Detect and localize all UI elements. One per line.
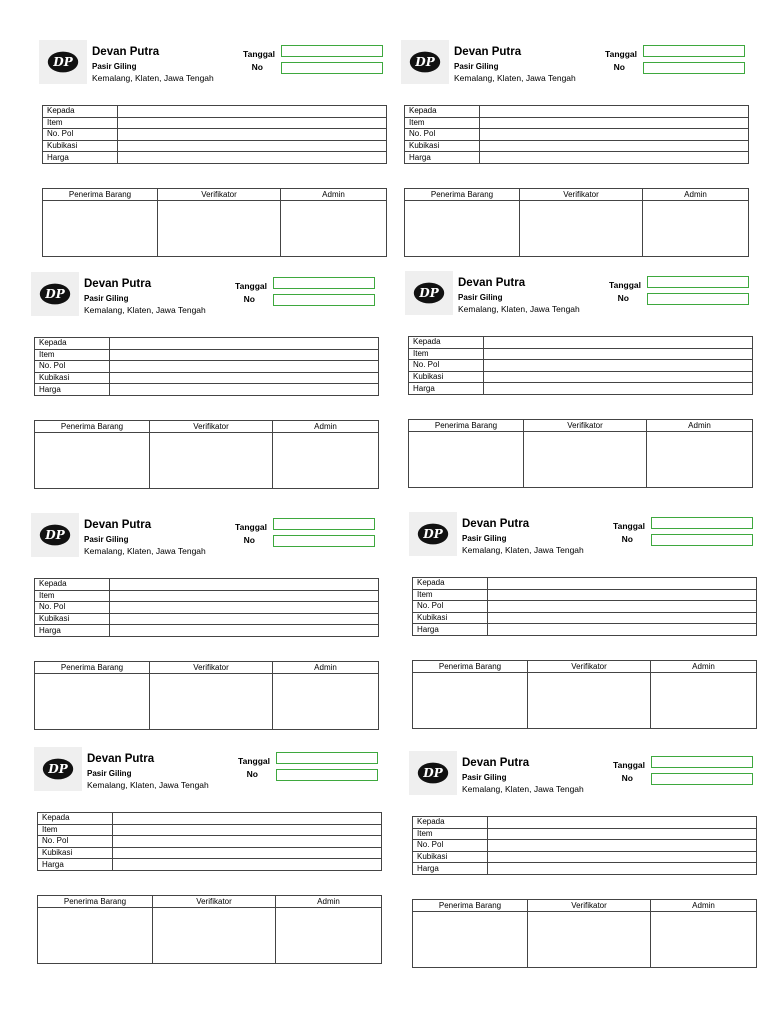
info-label: No. Pol: [38, 836, 113, 848]
number-field[interactable]: [281, 62, 383, 74]
info-value-field[interactable]: [113, 824, 382, 836]
info-label: Kubikasi: [409, 371, 484, 383]
info-value-field[interactable]: [480, 129, 749, 141]
company-name: Devan Putra: [84, 278, 152, 290]
company-logo: [31, 272, 79, 316]
number-label: No: [251, 62, 263, 72]
info-label: Item: [413, 589, 488, 601]
info-value-field[interactable]: [110, 590, 379, 602]
receiver-header: Penerima Barang: [35, 421, 150, 433]
info-label: Harga: [413, 863, 488, 875]
info-label: Item: [35, 349, 110, 361]
receiver-header: Penerima Barang: [35, 662, 150, 674]
receiver-signature-box[interactable]: [409, 432, 524, 488]
info-row: [405, 117, 749, 129]
info-value-field[interactable]: [110, 579, 379, 591]
info-label: No. Pol: [35, 361, 110, 373]
company-name: Devan Putra: [92, 46, 160, 58]
verifier-header: Verifikator: [528, 661, 651, 673]
date-field[interactable]: [273, 518, 375, 530]
info-table: [404, 105, 749, 164]
dp-logo-icon: [417, 521, 449, 547]
info-row: [35, 384, 379, 396]
info-row: [413, 817, 757, 829]
info-label: Harga: [43, 152, 118, 164]
signature-table: [412, 899, 757, 968]
info-table: [37, 812, 382, 871]
info-row: [35, 372, 379, 384]
info-value-field[interactable]: [118, 106, 387, 118]
verifier-header: Verifikator: [524, 420, 647, 432]
info-label: Item: [43, 117, 118, 129]
info-row: [413, 612, 757, 624]
admin-signature-box[interactable]: [643, 201, 749, 257]
signature-table: [408, 419, 753, 488]
info-value-field[interactable]: [110, 372, 379, 384]
info-row: [409, 371, 753, 383]
signature-table: [412, 660, 757, 729]
product-name: Pasir Giling: [92, 62, 137, 71]
info-value-field[interactable]: [480, 140, 749, 152]
company-address: Kemalang, Klaten, Jawa Tengah: [462, 784, 584, 794]
info-row: [409, 383, 753, 395]
date-label: Tanggal: [605, 49, 637, 59]
info-row: [35, 625, 379, 637]
verifier-signature-box[interactable]: [528, 912, 651, 968]
company-address: Kemalang, Klaten, Jawa Tengah: [458, 304, 580, 314]
info-label: Kubikasi: [35, 613, 110, 625]
date-label: Tanggal: [235, 281, 267, 291]
info-value-field[interactable]: [113, 836, 382, 848]
dp-logo-icon: [417, 760, 449, 786]
dp-logo-icon: [409, 49, 441, 75]
delivery-slip: [39, 40, 385, 260]
verifier-header: Verifikator: [520, 189, 643, 201]
info-row: [413, 624, 757, 636]
info-value-field[interactable]: [480, 106, 749, 118]
info-row: [35, 613, 379, 625]
info-row: [409, 348, 753, 360]
info-label: Kepada: [38, 813, 113, 825]
admin-signature-box[interactable]: [651, 912, 757, 968]
info-label: Kepada: [413, 817, 488, 829]
info-value-field[interactable]: [488, 828, 757, 840]
info-table: [412, 577, 757, 636]
info-label: Kepada: [35, 338, 110, 350]
info-row: [38, 847, 382, 859]
signature-table: [37, 895, 382, 964]
info-label: Kepada: [409, 337, 484, 349]
number-field[interactable]: [276, 769, 378, 781]
delivery-slip: [409, 751, 755, 971]
info-row: [413, 578, 757, 590]
product-name: Pasir Giling: [84, 294, 129, 303]
info-label: Kepada: [43, 106, 118, 118]
info-value-field[interactable]: [484, 348, 753, 360]
info-label: Kubikasi: [413, 612, 488, 624]
product-name: Pasir Giling: [84, 535, 129, 544]
product-name: Pasir Giling: [87, 769, 132, 778]
info-label: Harga: [35, 384, 110, 396]
number-label: No: [613, 62, 625, 72]
info-value-field[interactable]: [113, 847, 382, 859]
info-value-field[interactable]: [488, 578, 757, 590]
admin-signature-box[interactable]: [273, 674, 379, 730]
info-value-field[interactable]: [488, 612, 757, 624]
svg-text:DP: DP: [423, 766, 443, 780]
number-label: No: [621, 534, 633, 544]
info-table: [408, 336, 753, 395]
info-label: Harga: [413, 624, 488, 636]
dp-logo-icon: [47, 49, 79, 75]
info-value-field[interactable]: [118, 140, 387, 152]
verifier-header: Verifikator: [158, 189, 281, 201]
delivery-slip: [401, 40, 747, 260]
date-field[interactable]: [281, 45, 383, 57]
admin-header: Admin: [281, 189, 387, 201]
receiver-signature-box[interactable]: [35, 433, 150, 489]
receiver-signature-box[interactable]: [43, 201, 158, 257]
info-label: Item: [38, 824, 113, 836]
info-row: [409, 360, 753, 372]
receiver-signature-box[interactable]: [38, 908, 153, 964]
svg-text:DP: DP: [53, 55, 73, 69]
info-label: Kubikasi: [43, 140, 118, 152]
admin-header: Admin: [651, 900, 757, 912]
product-name: Pasir Giling: [454, 62, 499, 71]
number-field[interactable]: [643, 62, 745, 74]
delivery-slip: [409, 512, 755, 732]
company-address: Kemalang, Klaten, Jawa Tengah: [84, 546, 206, 556]
info-row: [43, 129, 387, 141]
info-label: No. Pol: [409, 360, 484, 372]
company-address: Kemalang, Klaten, Jawa Tengah: [454, 73, 576, 83]
receiver-header: Penerima Barang: [413, 661, 528, 673]
info-value-field[interactable]: [118, 152, 387, 164]
info-value-field[interactable]: [488, 817, 757, 829]
product-name: Pasir Giling: [458, 293, 503, 302]
info-value-field[interactable]: [480, 152, 749, 164]
info-table: [34, 337, 379, 396]
info-label: Harga: [405, 152, 480, 164]
info-row: [43, 117, 387, 129]
admin-signature-box[interactable]: [281, 201, 387, 257]
company-name: Devan Putra: [454, 46, 522, 58]
info-row: [38, 859, 382, 871]
admin-signature-box[interactable]: [647, 432, 753, 488]
company-logo: [31, 513, 79, 557]
product-name: Pasir Giling: [462, 773, 507, 782]
date-field[interactable]: [276, 752, 378, 764]
dp-logo-icon: [42, 756, 74, 782]
info-row: [38, 813, 382, 825]
info-value-field[interactable]: [110, 361, 379, 373]
info-label: Kubikasi: [405, 140, 480, 152]
info-row: [35, 602, 379, 614]
delivery-slip: [31, 272, 377, 492]
svg-text:DP: DP: [48, 762, 68, 776]
date-field[interactable]: [651, 517, 753, 529]
verifier-signature-box[interactable]: [520, 201, 643, 257]
number-label: No: [621, 773, 633, 783]
receiver-signature-box[interactable]: [413, 912, 528, 968]
info-row: [35, 590, 379, 602]
company-name: Devan Putra: [87, 753, 155, 765]
dp-logo-icon: [39, 281, 71, 307]
admin-signature-box[interactable]: [273, 433, 379, 489]
info-row: [413, 863, 757, 875]
info-value-field[interactable]: [113, 813, 382, 825]
info-row: [43, 152, 387, 164]
info-value-field[interactable]: [480, 117, 749, 129]
svg-text:DP: DP: [45, 528, 65, 542]
receiver-header: Penerima Barang: [413, 900, 528, 912]
info-table: [34, 578, 379, 637]
number-field[interactable]: [647, 293, 749, 305]
info-label: Kepada: [35, 579, 110, 591]
info-row: [413, 851, 757, 863]
signature-table: [42, 188, 387, 257]
info-label: No. Pol: [405, 129, 480, 141]
verifier-header: Verifikator: [150, 421, 273, 433]
info-row: [413, 601, 757, 613]
info-value-field[interactable]: [113, 859, 382, 871]
info-row: [413, 840, 757, 852]
info-value-field[interactable]: [110, 349, 379, 361]
info-label: Kepada: [405, 106, 480, 118]
admin-header: Admin: [647, 420, 753, 432]
info-label: No. Pol: [413, 840, 488, 852]
date-field[interactable]: [647, 276, 749, 288]
company-logo: [405, 271, 453, 315]
info-value-field[interactable]: [484, 337, 753, 349]
svg-text:DP: DP: [419, 286, 439, 300]
verifier-header: Verifikator: [528, 900, 651, 912]
info-label: Item: [405, 117, 480, 129]
receiver-header: Penerima Barang: [38, 896, 153, 908]
company-logo: [409, 751, 457, 795]
company-address: Kemalang, Klaten, Jawa Tengah: [87, 780, 209, 790]
admin-header: Admin: [273, 421, 379, 433]
info-table: [412, 816, 757, 875]
svg-text:DP: DP: [423, 527, 443, 541]
info-row: [405, 140, 749, 152]
info-value-field[interactable]: [488, 589, 757, 601]
company-name: Devan Putra: [84, 519, 152, 531]
info-value-field[interactable]: [110, 338, 379, 350]
info-value-field[interactable]: [118, 129, 387, 141]
dp-logo-icon: [39, 522, 71, 548]
date-field[interactable]: [651, 756, 753, 768]
dp-logo-icon: [413, 280, 445, 306]
info-value-field[interactable]: [484, 383, 753, 395]
verifier-signature-box[interactable]: [153, 908, 276, 964]
date-label: Tanggal: [609, 280, 641, 290]
admin-header: Admin: [276, 896, 382, 908]
verifier-header: Verifikator: [153, 896, 276, 908]
verifier-signature-box[interactable]: [158, 201, 281, 257]
admin-signature-box[interactable]: [276, 908, 382, 964]
info-label: No. Pol: [43, 129, 118, 141]
info-value-field[interactable]: [488, 851, 757, 863]
info-label: Item: [413, 828, 488, 840]
receiver-header: Penerima Barang: [43, 189, 158, 201]
info-row: [38, 824, 382, 836]
info-row: [405, 129, 749, 141]
company-logo: [34, 747, 82, 791]
svg-text:DP: DP: [415, 55, 435, 69]
info-value-field[interactable]: [484, 371, 753, 383]
company-name: Devan Putra: [462, 757, 530, 769]
date-field[interactable]: [643, 45, 745, 57]
info-label: Kubikasi: [35, 372, 110, 384]
date-field[interactable]: [273, 277, 375, 289]
info-label: No. Pol: [35, 602, 110, 614]
info-value-field[interactable]: [110, 602, 379, 614]
info-row: [35, 349, 379, 361]
number-label: No: [243, 294, 255, 304]
company-address: Kemalang, Klaten, Jawa Tengah: [84, 305, 206, 315]
info-value-field[interactable]: [488, 863, 757, 875]
info-label: Kubikasi: [413, 851, 488, 863]
info-row: [409, 337, 753, 349]
info-value-field[interactable]: [488, 840, 757, 852]
signature-table: [34, 420, 379, 489]
date-label: Tanggal: [243, 49, 275, 59]
date-label: Tanggal: [613, 521, 645, 531]
product-name: Pasir Giling: [462, 534, 507, 543]
number-field[interactable]: [273, 535, 375, 547]
verifier-signature-box[interactable]: [528, 673, 651, 729]
info-row: [38, 836, 382, 848]
receiver-header: Penerima Barang: [405, 189, 520, 201]
verifier-signature-box[interactable]: [524, 432, 647, 488]
info-row: [35, 579, 379, 591]
signature-table: [404, 188, 749, 257]
info-row: [413, 589, 757, 601]
info-value-field[interactable]: [110, 625, 379, 637]
info-label: Harga: [38, 859, 113, 871]
delivery-slip: [31, 513, 377, 733]
info-row: [413, 828, 757, 840]
info-table: [42, 105, 387, 164]
company-name: Devan Putra: [462, 518, 530, 530]
delivery-slip: [405, 271, 751, 491]
info-label: Kubikasi: [38, 847, 113, 859]
info-label: Harga: [409, 383, 484, 395]
delivery-slip: [34, 747, 380, 967]
number-label: No: [617, 293, 629, 303]
receiver-signature-box[interactable]: [405, 201, 520, 257]
number-field[interactable]: [273, 294, 375, 306]
info-row: [43, 140, 387, 152]
admin-header: Admin: [651, 661, 757, 673]
admin-header: Admin: [273, 662, 379, 674]
info-value-field[interactable]: [118, 117, 387, 129]
info-label: Item: [409, 348, 484, 360]
info-label: Kepada: [413, 578, 488, 590]
receiver-header: Penerima Barang: [409, 420, 524, 432]
company-logo: [401, 40, 449, 84]
date-label: Tanggal: [613, 760, 645, 770]
admin-signature-box[interactable]: [651, 673, 757, 729]
number-label: No: [243, 535, 255, 545]
info-label: No. Pol: [413, 601, 488, 613]
number-field[interactable]: [651, 534, 753, 546]
date-label: Tanggal: [238, 756, 270, 766]
number-field[interactable]: [651, 773, 753, 785]
info-row: [405, 106, 749, 118]
info-value-field[interactable]: [488, 624, 757, 636]
svg-text:DP: DP: [45, 287, 65, 301]
info-label: Item: [35, 590, 110, 602]
company-logo: [39, 40, 87, 84]
verifier-signature-box[interactable]: [150, 433, 273, 489]
info-row: [35, 338, 379, 350]
verifier-header: Verifikator: [150, 662, 273, 674]
company-address: Kemalang, Klaten, Jawa Tengah: [92, 73, 214, 83]
number-label: No: [246, 769, 258, 779]
info-row: [405, 152, 749, 164]
admin-header: Admin: [643, 189, 749, 201]
info-value-field[interactable]: [110, 613, 379, 625]
company-address: Kemalang, Klaten, Jawa Tengah: [462, 545, 584, 555]
company-name: Devan Putra: [458, 277, 526, 289]
receiver-signature-box[interactable]: [413, 673, 528, 729]
info-value-field[interactable]: [110, 384, 379, 396]
verifier-signature-box[interactable]: [150, 674, 273, 730]
info-label: Harga: [35, 625, 110, 637]
receiver-signature-box[interactable]: [35, 674, 150, 730]
info-row: [43, 106, 387, 118]
info-value-field[interactable]: [484, 360, 753, 372]
info-row: [35, 361, 379, 373]
info-value-field[interactable]: [488, 601, 757, 613]
signature-table: [34, 661, 379, 730]
company-logo: [409, 512, 457, 556]
date-label: Tanggal: [235, 522, 267, 532]
